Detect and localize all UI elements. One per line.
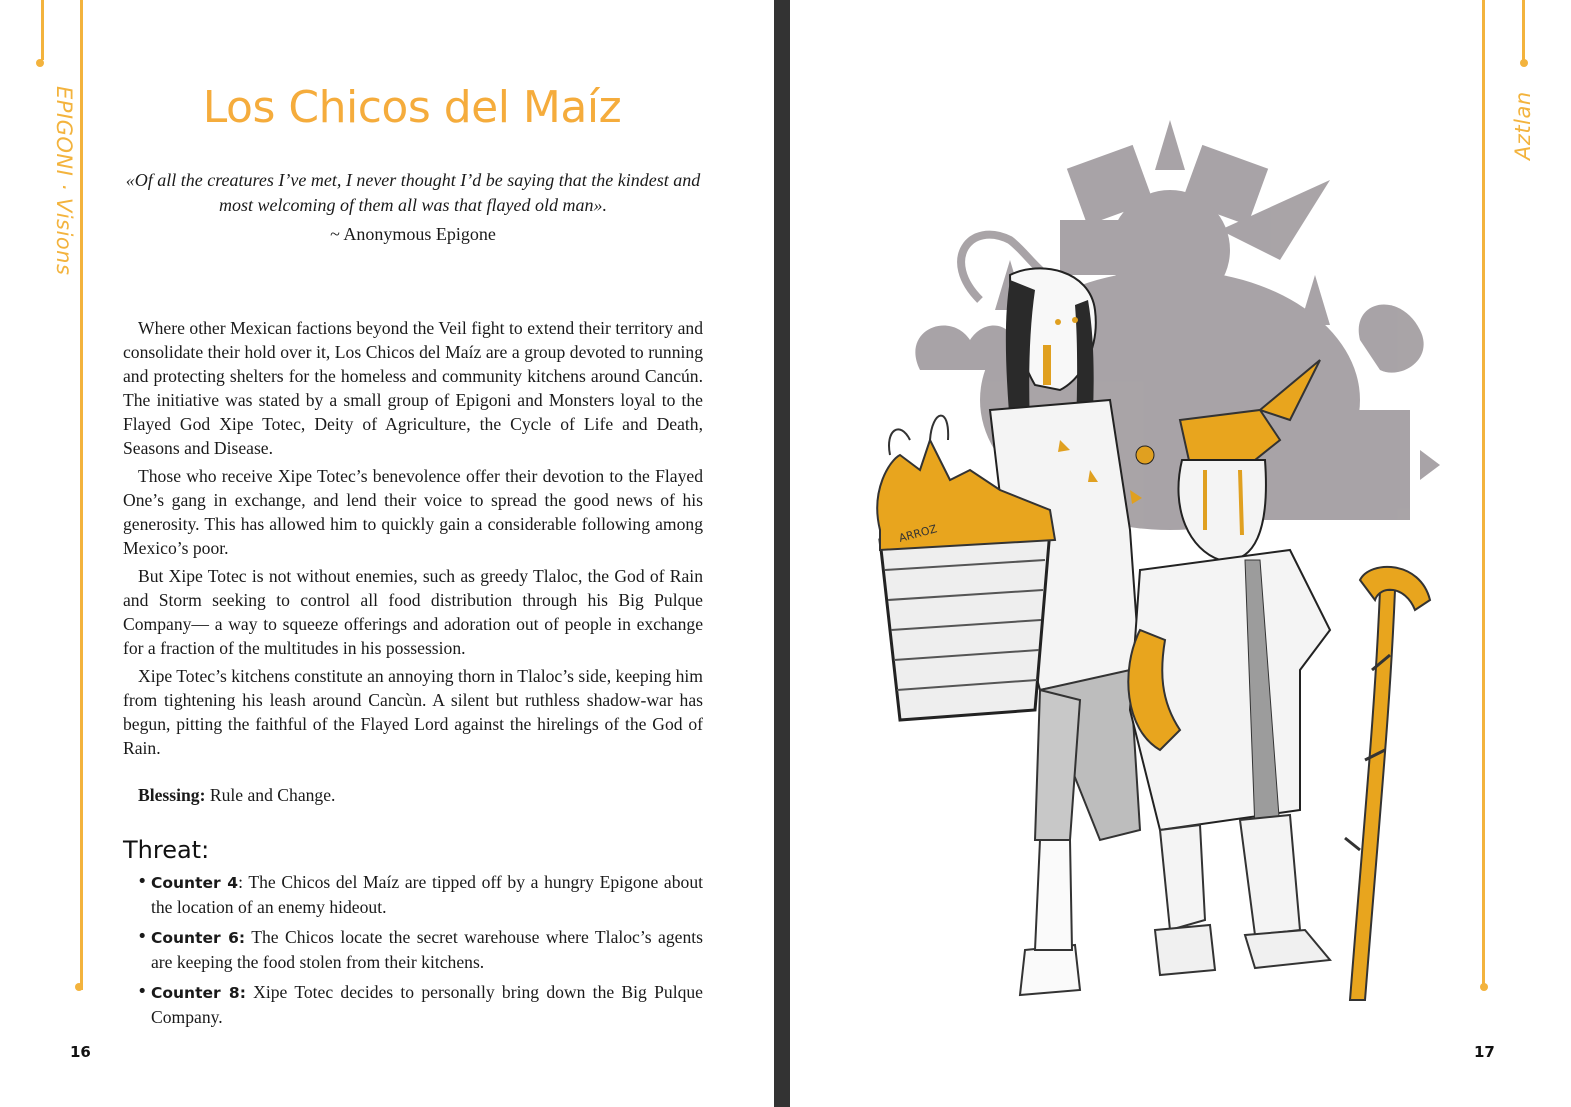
book-gutter [774,0,791,1107]
epigraph-attribution: ~ Anonymous Epigone [330,224,496,244]
footer-rule-hook [1480,983,1488,991]
margin-rule-right [1482,0,1485,990]
counter-text: Xipe Totec decides to personally bring down the Big Pulque Company. [151,982,703,1027]
svg-text:ARROZ: ARROZ [897,522,939,545]
counter-text: The Chicos locate the secret warehouse where Tlaloc’s agents are keeping the food stolen from their kitchens. [151,927,703,972]
page-number-left: 16 [70,1043,91,1061]
counter-label: Counter 4 [151,874,239,892]
header-rule-hook [1520,59,1528,67]
threat-counter-item [137,870,703,919]
paragraph: Those who receive Xipe Totec’s benevolence offer their devotion to the Flayed One’s gang in exchange, and lend their voice to spread the good news of his generosity. This has allowed him to quickly gain a considerable following among Mexico’s poor. [123,466,703,558]
page-number-right: 17 [1474,1043,1495,1061]
running-header-right: Aztlan [1511,91,1535,160]
aztec-deity-carving [915,120,1440,530]
threat-counter-item [137,980,703,1029]
epigraph-quote: «Of all the creatures I’ve met, I never thought I’d be saying that the kindest and most welcoming of them all was that flayed old man». [125,170,701,215]
page-title: Los Chicos del Maíz [202,82,622,133]
gnarled-cane [1345,567,1430,1000]
header-rule-hook [36,59,44,67]
threat-counter-item [137,925,703,974]
blessing-value: Rule and Change. [205,785,336,805]
left-page [0,0,774,1107]
illustration [860,110,1450,1040]
header-rule-left [41,0,44,60]
counter-text: : The Chicos del Maíz are tipped off by a hungry Epigone about the location of an enemy hideout. [151,872,704,917]
header-rule-right [1522,0,1525,62]
blessing-label: Blessing: [138,785,206,805]
threat-heading: Threat: [123,836,210,864]
counter-label: Counter 8: [151,984,246,1002]
blessing-line [138,785,335,806]
paragraph: Xipe Totec’s kitchens constitute an annoying thorn in Tlaloc’s side, keeping him from tightening his leash around Cancùn. A silent but ruthless shadow-war has begun, pitting the faithful of the Flayed Lord against the hirelings of the God of Rain. [123,666,703,758]
body-text [123,316,703,764]
margin-rule-left [80,0,83,990]
footer-rule-left [80,940,83,986]
footer-rule-hook [75,983,83,991]
threat-list [137,870,703,1035]
running-header-left: EPIGONI · Visions [52,86,76,276]
counter-label: Counter 6: [151,929,246,947]
paragraph: Where other Mexican factions beyond the Veil fight to extend their territory and consolidate their hold over it, Los Chicos del Maíz are a group devoted to running and protecting shelters for the homeless and community kitchens around Cancún. The initiative was stated by a small group of Epigoni and Monsters loyal to the Flayed God Xipe Totec, Deity of Agriculture, the Cycle of Life and Death, Seasons and Disease. [123,318,703,458]
paragraph: But Xipe Totec is not without enemies, such as greedy Tlaloc, the God of Rain and Storm seeking to control all food distribution through his Big Pulque Company— a way to squeeze offerings and adoration out of people in exchange for a fraction of the multitudes in his possession. [123,566,703,658]
